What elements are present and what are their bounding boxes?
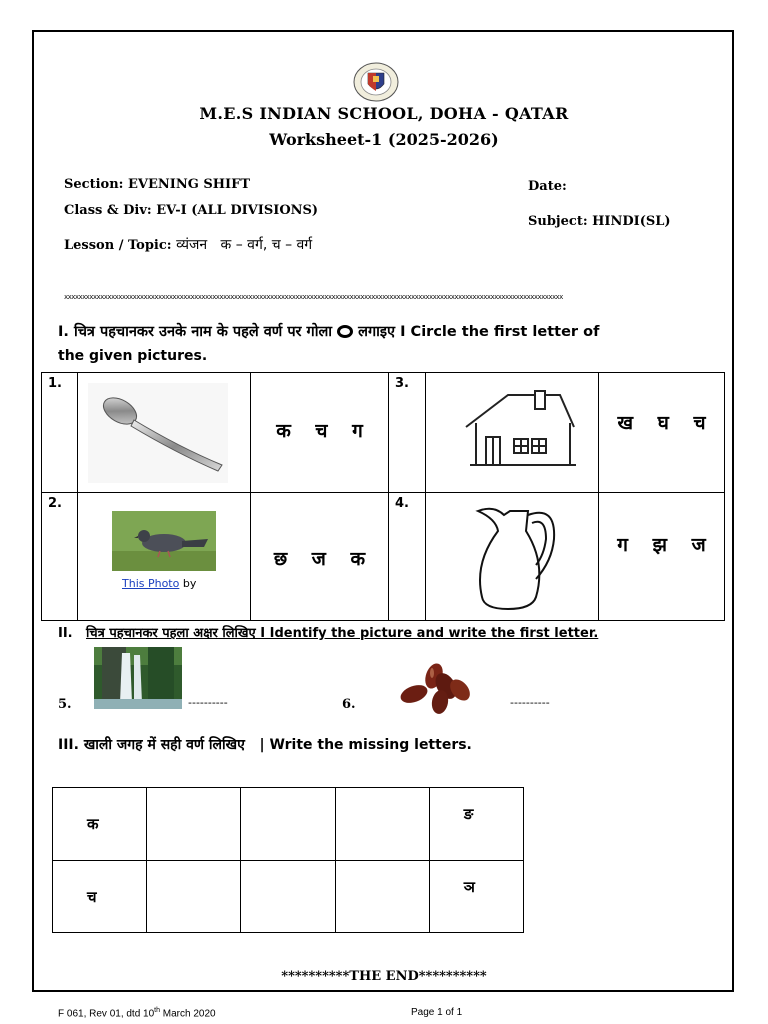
date-label: Date: <box>528 179 567 194</box>
footer-page-number: Page 1 of 1 <box>411 1007 463 1018</box>
letter-cell <box>53 788 147 861</box>
options-cell <box>599 373 725 493</box>
lesson-value: व्यंजन क – वर्ग, च – वर्ग <box>176 237 313 253</box>
blank-cell[interactable] <box>241 860 335 933</box>
blank-cell[interactable] <box>335 860 429 933</box>
num-cell <box>389 373 426 493</box>
footer-ref: F 061, Rev 01, dtd 10 <box>58 1008 155 1020</box>
house-image <box>460 389 580 469</box>
letter-cell <box>53 860 147 933</box>
options-cell <box>251 493 389 621</box>
jug-image <box>474 501 564 613</box>
q1-prefix: I. चित्र पहचानकर उनके नाम के पहले वर्ण पर गोला <box>58 324 333 340</box>
item-number: 3. <box>395 376 409 391</box>
letter-nga: ङ <box>463 805 474 823</box>
photo-credit-link[interactable]: This Photo <box>122 577 180 590</box>
question-1-text <box>58 321 599 341</box>
options-3: ख घ च <box>617 412 706 434</box>
end-text: **********THE END********** <box>281 969 487 984</box>
class-div-label: Class & Div: EV-I (ALL DIVISIONS) <box>64 203 319 218</box>
footer-date: March 2020 <box>160 1008 216 1020</box>
item-5-number: 5. <box>58 697 72 712</box>
blank-cell[interactable] <box>147 788 241 861</box>
options-cell <box>599 493 725 621</box>
options-4: ग झ ज <box>617 534 706 556</box>
question-3-text: III. खाली जगह में सही वर्ण लिखिए | Write the missing letters. <box>58 737 472 753</box>
letter-ka: क <box>87 815 99 833</box>
school-name: M.E.S INDIAN SCHOOL, DOHA - QATAR <box>199 104 569 123</box>
image-cell <box>78 493 251 621</box>
image-cell <box>426 493 599 621</box>
question-2-text <box>58 623 598 641</box>
lesson-label: Lesson / Topic: <box>64 238 177 253</box>
item-number: 4. <box>395 496 409 511</box>
letter-cha: च <box>87 887 97 906</box>
letter-cell <box>429 788 523 861</box>
separator-line: xxxxxxxxxxxxxxxxxxxxxxxxxxxxxxxxxxxxxxxxxxxxxxxxxxxxxxxxxxxxxxxxxxxxxxxxxxxxxxxxxxxxxxxxxxxxxxxxxxxxxxxxxxxxxxxxxxxxxxxxxxxxxxxxxxxxxxxxxx <box>64 293 563 301</box>
q1-line2: the given pictures. <box>58 348 208 364</box>
school-logo <box>352 62 400 102</box>
spoon-image <box>84 379 244 489</box>
num-cell <box>42 373 78 493</box>
answer-blank-5[interactable]: ---------- <box>188 696 228 709</box>
item-number: 1. <box>48 376 62 391</box>
num-cell <box>389 493 426 621</box>
lesson-topic <box>64 235 312 254</box>
dates-image <box>396 656 476 718</box>
pigeon-image <box>112 511 216 571</box>
blank-cell[interactable] <box>335 788 429 861</box>
letter-cell <box>429 860 523 933</box>
footer-sup: th <box>154 1007 161 1014</box>
image-cell <box>78 373 251 493</box>
waterfall-image <box>94 647 182 709</box>
q2-label: II. <box>58 626 73 641</box>
item-number: 2. <box>48 496 62 511</box>
caption-by: by <box>179 577 197 590</box>
footer-doc-ref <box>58 1007 216 1019</box>
options-cell <box>251 373 389 493</box>
letter-nya: ञ <box>463 877 475 896</box>
missing-letters-table <box>52 787 524 933</box>
blank-cell[interactable] <box>241 788 335 861</box>
photo-caption <box>122 577 196 590</box>
answer-blank-6[interactable]: ---------- <box>510 696 550 709</box>
section-label: Section: EVENING SHIFT <box>64 177 250 192</box>
num-cell <box>42 493 78 621</box>
item-6-number: 6. <box>342 697 356 712</box>
q2-instruction: चित्र पहचानकर पहला अक्षर लिखिए I Identify the picture and write the first letter. <box>86 626 599 641</box>
picture-table <box>41 372 725 621</box>
options-2: छ ज क <box>273 548 366 570</box>
image-cell <box>426 373 599 493</box>
circle-icon <box>337 325 353 338</box>
blank-cell[interactable] <box>147 860 241 933</box>
options-1: क च ग <box>276 420 363 442</box>
subject-label: Subject: HINDI(SL) <box>528 214 671 229</box>
q1-suffix: लगाइए I Circle the first letter of <box>358 324 600 340</box>
worksheet-title: Worksheet-1 (2025-2026) <box>269 130 499 149</box>
